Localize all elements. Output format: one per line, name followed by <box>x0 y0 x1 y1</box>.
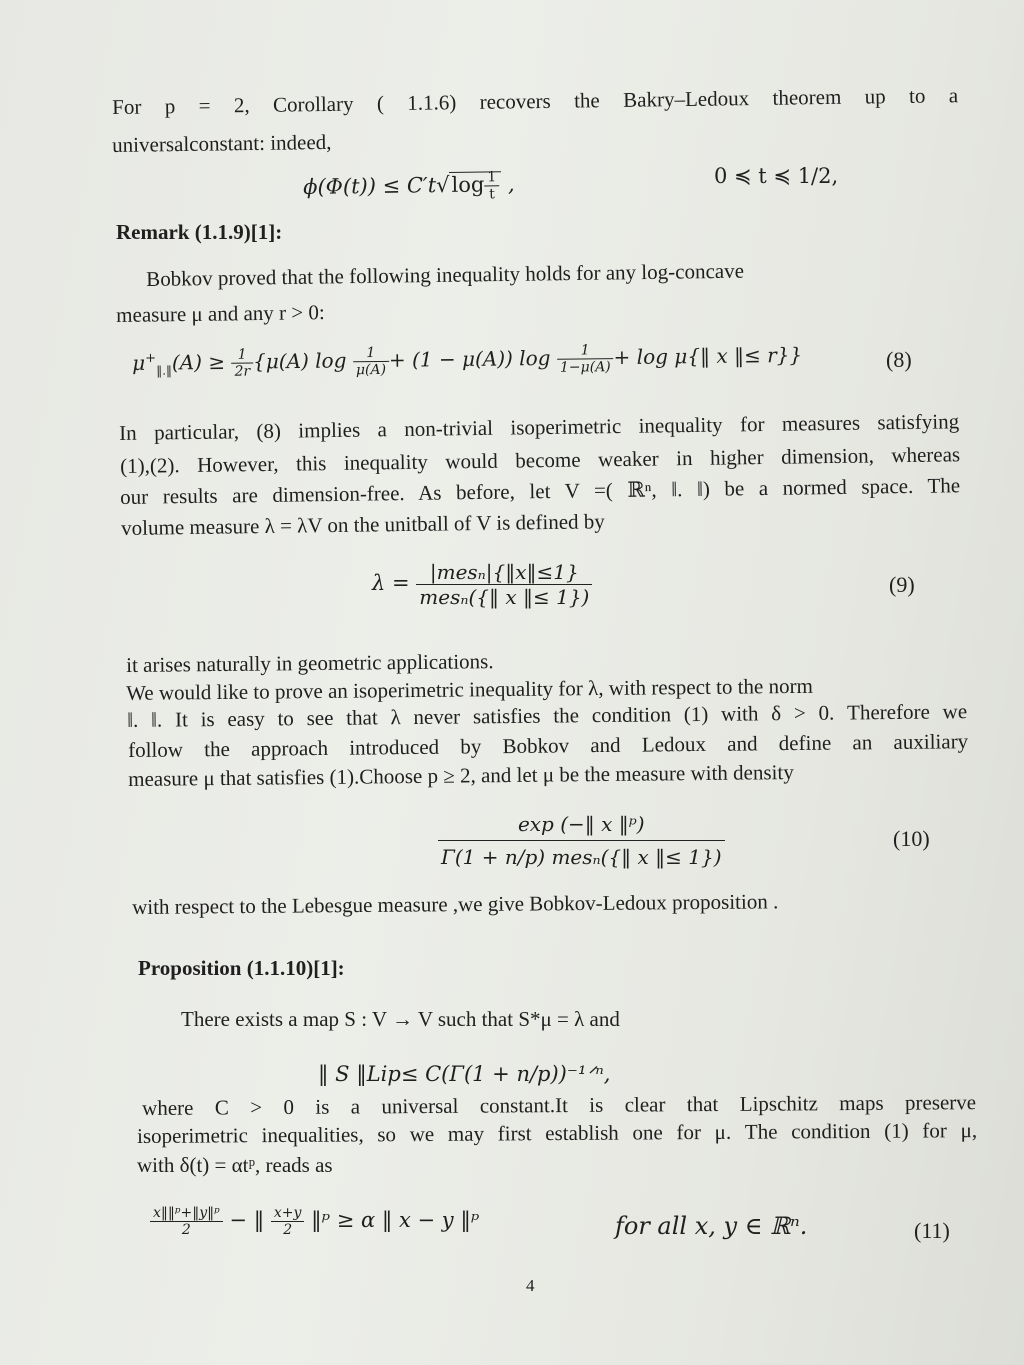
paragraph-1-line-3: our results are dimension-free. As before, let V =( ℝⁿ, ‖. ‖) be a normed space. The <box>120 473 961 509</box>
proposition-heading: Proposition (1.1.10)[1]: <box>138 956 345 980</box>
equation-10-number: (10) <box>893 826 930 851</box>
paragraph-2-line-3: ‖. ‖. It is easy to see that λ never satisfies the condition (1) with δ > 0. Therefore we <box>127 699 968 732</box>
intro-line-2: universalconstant: indeed, <box>112 129 332 157</box>
equation-10: $\frac{\text{exp (−‖ x ‖ᵖ)}}{\text{Γ(1 + n/p) mesₙ(\{‖ x ‖≤ 1\})}}$ <box>438 812 725 869</box>
paragraph-2-line-2: We would like to prove an isoperimetric inequality for λ, with respect to the norm <box>126 673 813 705</box>
phi-equation: ϕ(Φ(t)) ≤ C′t√log $\frac{1}{t}$ , <box>303 169 515 203</box>
equation-8-number: (8) <box>886 347 912 372</box>
page-number: 4 <box>526 1276 535 1295</box>
equation-11-forall: for all x, y ∈ ℝⁿ. <box>615 1212 808 1240</box>
paragraph-2-line-1: it arises naturally in geometric applications. <box>126 649 494 677</box>
equation-11: $\frac{\text{x‖‖ᵖ+‖y‖ᵖ}}{2}$ − ‖ $\frac{x+y}{2}$ ‖ᵖ ≥ α ‖ x − y ‖ᵖ <box>150 1205 479 1238</box>
bobkov-line-1: Bobkov proved that the following inequality holds for any log-concave <box>146 258 745 291</box>
paragraph-3: with respect to the Lebesgue measure ,we give Bobkov-Ledoux proposition . <box>132 889 779 919</box>
equation-9: λ = $\frac{\text{|mesₙ|\{‖x‖≤1\}}}{\text{mesₙ(\{‖ x ‖≤ 1\})}}$ <box>372 560 592 609</box>
paragraph-4-line-2: isoperimetric inequalities, so we may first establish one for μ. The condition (1) for μ, <box>137 1118 978 1148</box>
paragraph-2-line-5: measure μ that satisfies (1).Choose p ≥ 2, and let μ be the measure with density <box>128 760 794 791</box>
proposition-statement: There exists a map S : V → V such that S*μ = λ and <box>181 1007 620 1031</box>
lipschitz-equation: ‖ S ‖Lip≤ C(Γ(1 + n/p))⁻¹ᐟⁿ, <box>318 1062 611 1086</box>
intro-line-1: For p = 2, Corollary ( 1.1.6) recovers the Bakry–Ledoux theorem up to a <box>112 83 959 119</box>
bobkov-line-2: measure μ and any r > 0: <box>116 300 325 327</box>
phi-range: 0 ≼ t ≼ 1/2, <box>714 164 839 188</box>
paragraph-1-line-2: (1),(2). However, this inequality would become weaker in higher dimension, whereas <box>120 442 961 478</box>
paragraph-1-line-1: In particular, (8) implies a non-trivial isoperimetric inequality for measures satisfying <box>119 409 960 445</box>
equation-11-number: (11) <box>914 1218 950 1243</box>
paragraph-4-line-3: with δ(t) = αtᵖ, reads as <box>137 1153 333 1177</box>
paragraph-1-line-4: volume measure λ = λV on the unitball of V is defined by <box>121 509 605 540</box>
paragraph-4-line-1: where C > 0 is a universal constant.It is clear that Lipschitz maps preserve <box>142 1090 977 1120</box>
equation-8: $\mu^+_{‖.‖}(A)$ ≥ $\frac{1}{2r}$ {μ(A) log $\frac{1}{\mu(A)}$ + (1 − μ(A)) log $\frac{1}{1-\mu(A)}$ + log μ{‖ x ‖≤ r}} <box>132 342 803 380</box>
remark-heading: Remark (1.1.9)[1]: <box>116 220 283 244</box>
equation-9-number: (9) <box>889 572 915 597</box>
paragraph-2-line-4: follow the approach introduced by Bobkov and Ledoux and define an auxiliary <box>128 729 969 762</box>
